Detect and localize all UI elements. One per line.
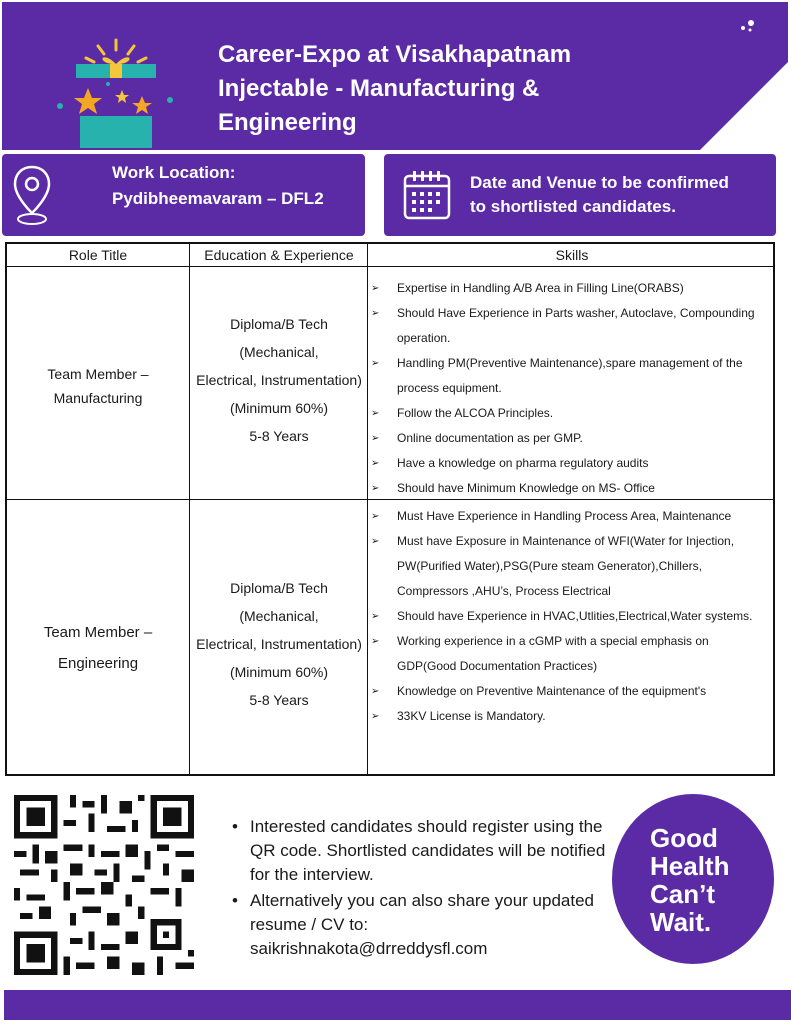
roles-table — [5, 242, 775, 776]
slogan-line: Can’t — [650, 879, 715, 909]
company-logo — [635, 14, 761, 40]
title-line: Career-Expo at Visakhapatnam — [218, 41, 572, 68]
education-text: Diploma/B Tech — [230, 580, 328, 596]
contact-email-link[interactable]: saikrishnakota@drreddysfl.com — [250, 939, 488, 958]
footer-bar — [4, 990, 791, 1020]
date-line: Date and Venue to be confirmed — [470, 173, 729, 192]
title-line: Injectable - Manufacturing & — [218, 75, 540, 102]
education-cell — [190, 574, 368, 714]
skills-list — [371, 504, 769, 729]
slogan-line: Good — [650, 823, 718, 853]
education-text: Electrical, Instrumentation) — [196, 636, 362, 652]
date-line: to shortlisted candidates. — [470, 197, 676, 216]
education-cell — [190, 310, 368, 450]
skill-item: ➢ Expertise in Handling A/B Area in Filling Line(ORABS) — [371, 276, 769, 301]
slogan-line: Health — [650, 851, 730, 881]
date-venue-box — [384, 154, 776, 236]
header-education: Education & Experience — [204, 247, 354, 263]
education-text: (Minimum 60%) — [229, 664, 328, 680]
education-text: 5-8 Years — [249, 428, 309, 444]
title-line: Engineering — [218, 109, 357, 136]
role-cell — [7, 617, 189, 679]
location-label: Work Location: — [112, 163, 236, 182]
skill-item: ➢ Online documentation as per GMP. — [371, 426, 769, 451]
education-text: (Mechanical, — [239, 608, 319, 624]
header-skills: Skills — [555, 247, 589, 263]
calendar-icon — [402, 168, 452, 222]
skill-item: ➢ Should Have Experience in Parts washer, Autoclave, Compounding operation. — [371, 301, 769, 351]
qr-code[interactable] — [12, 795, 196, 975]
instruction-item — [230, 889, 610, 961]
education-text: 5-8 Years — [249, 692, 309, 708]
role-cell — [7, 362, 189, 410]
col-divider — [7, 244, 190, 774]
work-location-text — [112, 160, 324, 212]
logo-text: Dr.Reddy's — [634, 17, 725, 36]
skill-item: ➢ Working experience in a cGMP with a special emphasis on GDP(Good Documentation Practices) — [371, 629, 769, 679]
role-text: Team Member – — [43, 624, 153, 641]
location-pin-icon — [12, 163, 52, 227]
role-text: Engineering — [57, 655, 139, 672]
skill-item: ➢ Knowledge on Preventive Maintenance of the equipment's — [371, 679, 769, 704]
education-text: (Minimum 60%) — [229, 400, 328, 416]
instruction-text: Alternatively you can also share your updated resume / CV to: — [250, 891, 594, 934]
role-text: Team Member – — [47, 366, 149, 382]
skill-item: ➢ Must have Exposure in Maintenance of WFI(Water for Injection, PW(Purified Water),PSG(Pure steam Generator),Chillers, Compressors ,AHU’s, Process Electrical — [371, 529, 769, 604]
skill-item: ➢ 33KV License is Mandatory. — [371, 704, 769, 729]
instruction-item: • Interested candidates should register using the QR code. Shortlisted candidates will be notified for the interview. — [230, 815, 610, 887]
skills-list — [371, 276, 769, 501]
instructions-list — [230, 815, 610, 963]
slogan-line: Wait. — [650, 907, 712, 937]
row-divider — [7, 266, 773, 267]
skill-item: ➢ Should have Minimum Knowledge on MS- Office — [371, 476, 769, 501]
skill-item: ➢ Must Have Experience in Handling Process Area, Maintenance — [371, 504, 769, 529]
education-text: Electrical, Instrumentation) — [196, 372, 362, 388]
page-title — [218, 38, 638, 140]
gift-box-icon — [40, 36, 190, 148]
location-value: Pydibheemavaram – DFL2 — [112, 189, 324, 208]
heart-logo-icon — [731, 14, 761, 40]
skill-item: ➢ Handling PM(Preventive Maintenance),spare management of the process equipment. — [371, 351, 769, 401]
skill-item: ➢ Have a knowledge on pharma regulatory audits — [371, 451, 769, 476]
header-role-title: Role Title — [68, 247, 128, 263]
slogan-badge — [612, 794, 774, 964]
role-text: Manufacturing — [53, 390, 143, 406]
education-text: Diploma/B Tech — [230, 316, 328, 332]
education-text: (Mechanical, — [239, 344, 319, 360]
skill-item: ➢ Follow the ALCOA Principles. — [371, 401, 769, 426]
skill-item: ➢ Should have Experience in HVAC,Utlities,Electrical,Water systems. — [371, 604, 769, 629]
date-venue-text — [470, 171, 729, 219]
